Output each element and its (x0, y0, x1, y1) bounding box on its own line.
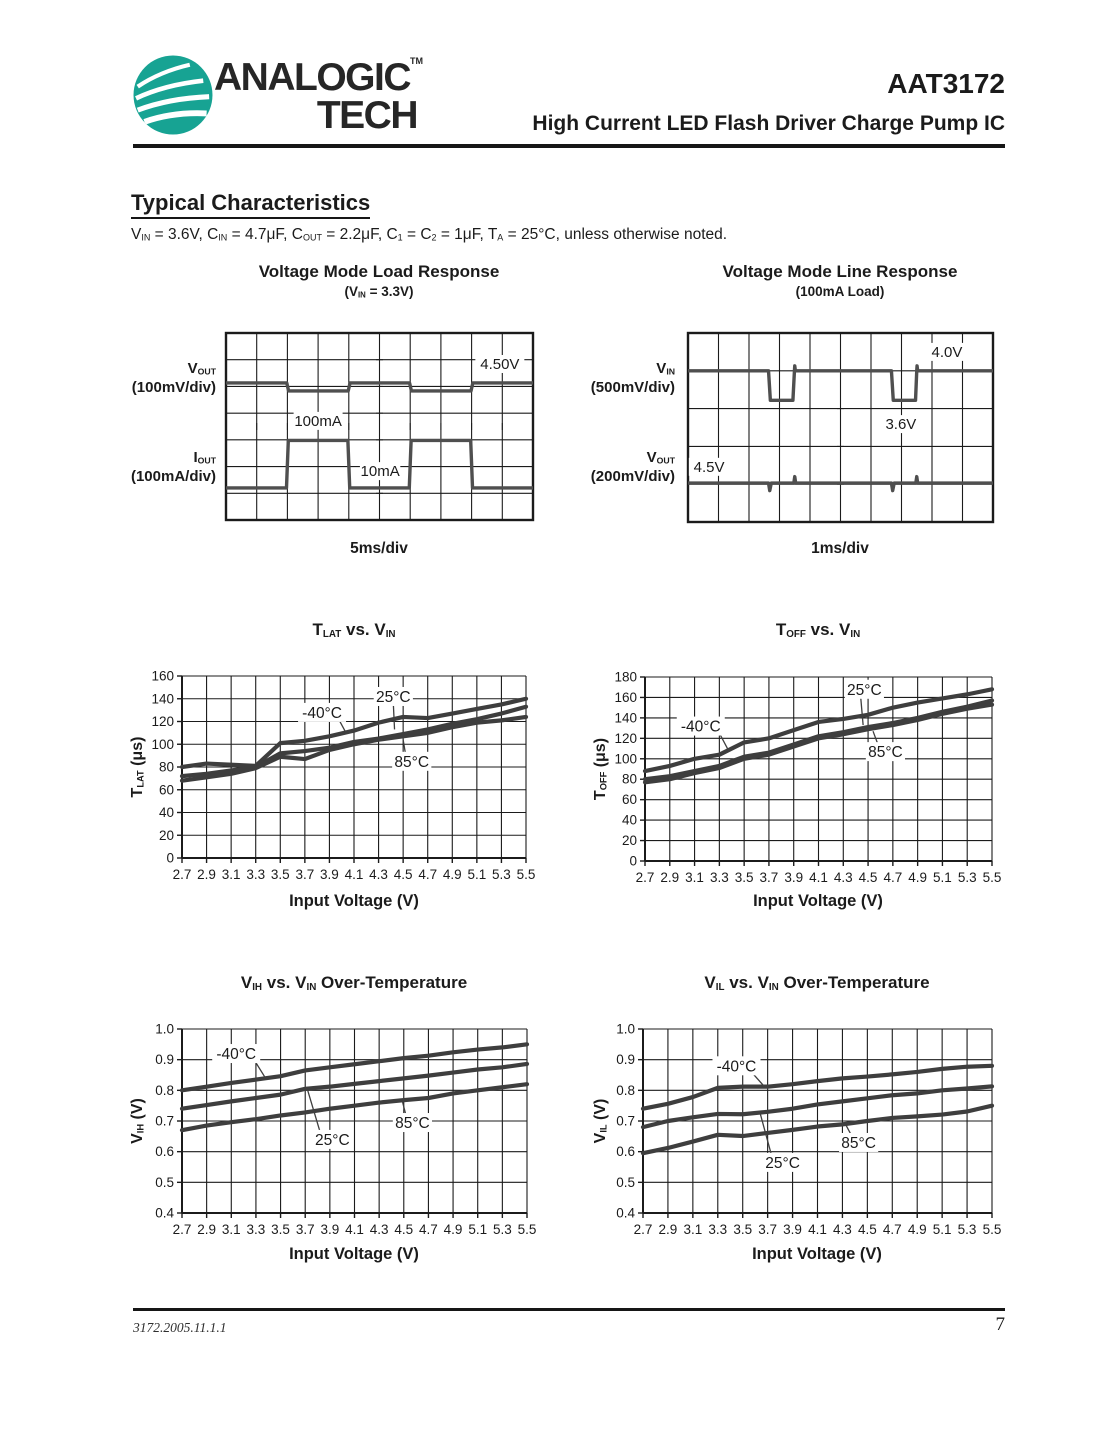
series-label: 25°C (847, 681, 882, 699)
svg-text:80: 80 (158, 759, 174, 775)
scope2-vin-scale: (500mV/div) (590, 379, 675, 396)
svg-text:20: 20 (158, 827, 174, 843)
chart-vil-vs-vin (616, 1022, 1001, 1238)
y-tick-labels (614, 670, 637, 869)
tlat-x-axis-label: Input Voltage (V) (289, 892, 419, 910)
series-label-leader (719, 733, 728, 749)
svg-text:5.5: 5.5 (982, 1222, 1002, 1237)
brand-tech: TECH (316, 94, 417, 137)
svg-text:5.1: 5.1 (467, 867, 487, 882)
part-number: AAT3172 (887, 68, 1005, 99)
svg-text:3.3: 3.3 (246, 1222, 266, 1237)
svg-text:5.3: 5.3 (957, 1222, 977, 1237)
svg-text:3.7: 3.7 (295, 1222, 315, 1237)
series-label-leader (256, 1063, 265, 1077)
svg-text:4.7: 4.7 (419, 1222, 438, 1237)
svg-text:4.9: 4.9 (908, 870, 928, 885)
analogictech-logo (131, 53, 215, 137)
svg-text:0.8: 0.8 (155, 1082, 174, 1098)
scope2-title: Voltage Mode Line Response (722, 262, 958, 281)
doc-title: High Current LED Flash Driver Charge Pump IC (532, 112, 1005, 135)
svg-text:40: 40 (158, 805, 174, 820)
svg-text:4.3: 4.3 (369, 1222, 389, 1237)
series-label: -40°C (302, 704, 342, 722)
svg-text:0.5: 0.5 (155, 1174, 174, 1190)
svg-text:5.1: 5.1 (468, 1222, 488, 1237)
scope1-iout-scale: (100mA/div) (130, 468, 216, 485)
svg-text:40: 40 (621, 812, 637, 828)
svg-text:5.5: 5.5 (517, 1222, 537, 1237)
svg-text:0.7: 0.7 (155, 1113, 174, 1129)
scope-annotation: 10mA (360, 463, 400, 481)
series-label-leader (393, 703, 394, 729)
svg-text:140: 140 (151, 691, 174, 707)
scope2-vin-label (555, 359, 675, 397)
toff-chart-title: $T_{OFF}$ vs. $V_{IN}$ (775, 620, 861, 640)
tlat-y-axis-label: $T_{LAT}$ (μs) (129, 736, 146, 798)
scope2-subtitle: (100mA Load) (795, 284, 885, 299)
chart-scope-line-response (688, 333, 993, 522)
svg-text:5.3: 5.3 (957, 870, 977, 885)
trademark-symbol: TM (410, 56, 423, 66)
svg-text:4.9: 4.9 (442, 867, 462, 882)
svg-text:3.5: 3.5 (733, 1222, 753, 1237)
svg-text:60: 60 (158, 782, 174, 798)
svg-text:0: 0 (166, 850, 174, 866)
svg-text:5.5: 5.5 (982, 870, 1002, 885)
section-heading (131, 190, 370, 219)
svg-text:4.7: 4.7 (418, 867, 438, 882)
chart-tlat-vs-vin (151, 669, 535, 883)
svg-text:3.3: 3.3 (246, 867, 266, 882)
toff-y-axis-label: $T_{OFF}$ (μs) (592, 737, 609, 801)
scope-annotation: 3.6V (885, 416, 917, 434)
scope2-timebase: 1ms/div (811, 540, 869, 557)
svg-text:5.3: 5.3 (492, 1222, 512, 1237)
chart-grid (182, 676, 526, 858)
svg-text:4.9: 4.9 (907, 1222, 927, 1237)
header-rule (133, 144, 1005, 148)
scope1-vout-scale: (100mV/div) (131, 379, 216, 396)
series-label: 85°C (394, 753, 430, 771)
svg-text:1.0: 1.0 (155, 1021, 174, 1037)
svg-text:3.1: 3.1 (221, 1222, 241, 1237)
vil-chart-title: $V_{IL}$ vs. $V_{IN}$ Over-Temperature (704, 973, 930, 993)
scope1-iout-name: $I_{OUT}$ (193, 449, 216, 466)
svg-text:0.7: 0.7 (616, 1113, 635, 1129)
svg-text:180: 180 (614, 669, 637, 685)
vih-y-axis-label: $V_{IH}$ (V) (129, 1098, 146, 1144)
svg-text:0: 0 (629, 853, 637, 869)
logo-leaf-icon (131, 53, 215, 137)
svg-text:0.5: 0.5 (616, 1174, 635, 1190)
svg-text:5.5: 5.5 (516, 867, 536, 882)
svg-text:4.3: 4.3 (833, 1222, 852, 1237)
tlat-chart-title: $T_{LAT}$ vs. $V_{IN}$ (312, 620, 396, 640)
svg-text:2.9: 2.9 (197, 867, 216, 882)
svg-text:160: 160 (151, 668, 174, 684)
scope-annotation: 4.5V (693, 458, 725, 476)
svg-text:5.1: 5.1 (933, 870, 952, 885)
svg-text:3.3: 3.3 (709, 870, 729, 885)
x-tick-labels (173, 1222, 537, 1237)
series-label: -40°C (216, 1046, 257, 1064)
scope2-vout-name: $V_{OUT}$ (646, 449, 675, 466)
series-label: 85°C (868, 744, 903, 762)
svg-text:2.7: 2.7 (172, 867, 192, 882)
svg-text:0.8: 0.8 (616, 1082, 635, 1098)
scope1-vout-label (96, 359, 216, 397)
svg-text:0.6: 0.6 (616, 1144, 635, 1160)
svg-text:4.1: 4.1 (345, 1222, 364, 1237)
chart-toff-vs-vin (614, 670, 1001, 886)
svg-text:3.7: 3.7 (758, 1222, 778, 1237)
svg-text:2.7: 2.7 (633, 1222, 653, 1237)
svg-text:5.1: 5.1 (932, 1222, 952, 1237)
svg-text:2.9: 2.9 (658, 1222, 678, 1237)
svg-text:4.3: 4.3 (369, 867, 388, 882)
series-label: 85°C (841, 1134, 876, 1152)
scope-annotation: 100mA (294, 412, 342, 430)
footer-page-number: 7 (995, 1314, 1005, 1335)
svg-text:120: 120 (151, 714, 174, 729)
svg-text:4.7: 4.7 (883, 870, 903, 885)
scope1-subtitle: $(V_{IN} = 3.3V)$ (344, 284, 414, 300)
svg-text:3.9: 3.9 (784, 870, 804, 885)
y-tick-labels (155, 1022, 174, 1221)
svg-text:0.4: 0.4 (616, 1205, 635, 1221)
svg-text:3.7: 3.7 (295, 867, 315, 882)
svg-text:3.1: 3.1 (683, 1222, 703, 1237)
y-tick-labels (616, 1022, 635, 1221)
chart-scope-load-response (226, 333, 533, 520)
svg-text:60: 60 (621, 792, 637, 808)
svg-text:4.5: 4.5 (394, 1222, 414, 1237)
vil-x-axis-label: Input Voltage (V) (752, 1245, 882, 1263)
svg-text:0.9: 0.9 (155, 1052, 174, 1068)
svg-text:4.7: 4.7 (882, 1222, 902, 1237)
series-label: 25°C (765, 1154, 800, 1172)
x-tick-labels (636, 870, 1002, 885)
footer-rule (133, 1308, 1005, 1311)
svg-text:2.7: 2.7 (635, 870, 655, 885)
svg-text:100: 100 (151, 736, 174, 752)
scope2-vin-name: $V_{IN}$ (656, 360, 675, 377)
svg-text:100: 100 (614, 751, 637, 767)
x-tick-labels (634, 1222, 1002, 1237)
svg-text:3.7: 3.7 (759, 870, 779, 885)
series-label: 85°C (395, 1115, 430, 1133)
svg-text:3.1: 3.1 (221, 867, 241, 882)
chart-grid (643, 1029, 992, 1213)
svg-text:4.3: 4.3 (833, 870, 853, 885)
svg-text:4.5: 4.5 (857, 1222, 877, 1237)
svg-text:3.3: 3.3 (708, 1222, 728, 1237)
svg-text:160: 160 (614, 689, 637, 705)
toff-x-axis-label: Input Voltage (V) (753, 892, 883, 910)
svg-text:3.9: 3.9 (320, 867, 339, 882)
scope2-vout-label (555, 448, 675, 486)
scope1-vout-name: $V_{OUT}$ (187, 360, 216, 377)
svg-text:4.1: 4.1 (809, 870, 828, 885)
svg-text:120: 120 (614, 730, 637, 746)
svg-text:140: 140 (614, 710, 637, 726)
series-label: -40°C (716, 1058, 757, 1076)
svg-text:3.5: 3.5 (271, 1222, 290, 1237)
series-label-leader (861, 696, 863, 725)
svg-text:20: 20 (621, 833, 637, 849)
svg-text:80: 80 (621, 771, 637, 787)
chart-vih-vs-vin (155, 1022, 536, 1238)
scope1-title: Voltage Mode Load Response (258, 262, 500, 281)
conditions-line: $V_{IN} = 3.6V$, $C_{IN} = 4.7\mu F$, $C_{OUT} = 2.2\mu F$, $C_1 = C_2 = 1\mu F$, $T_A = 25^\circ C$, unless otherwise noted. (131, 226, 728, 243)
svg-text:4.5: 4.5 (858, 870, 878, 885)
svg-text:4.5: 4.5 (393, 867, 413, 882)
brand-analogic-text: ANALOGIC (214, 56, 410, 99)
svg-text:3.9: 3.9 (783, 1222, 802, 1237)
svg-text:3.5: 3.5 (270, 867, 290, 882)
y-tick-labels (151, 669, 174, 866)
scope-annotation: 4.0V (931, 343, 963, 361)
svg-text:0.6: 0.6 (155, 1144, 174, 1160)
footer-doc-code: 3172.2005.11.1.1 (133, 1320, 227, 1335)
svg-text:2.9: 2.9 (660, 870, 680, 885)
scope1-timebase: 5ms/div (350, 540, 408, 557)
svg-text:2.9: 2.9 (197, 1222, 217, 1237)
svg-text:0.9: 0.9 (616, 1052, 635, 1068)
svg-text:3.9: 3.9 (320, 1222, 340, 1237)
series-label: 25°C (315, 1131, 350, 1149)
axis-ticks (638, 1029, 992, 1218)
vih-chart-title: $V_{IH}$ vs. $V_{IN}$ Over-Temperature (240, 973, 468, 993)
vil-y-axis-label: $V_{IL}$ (V) (592, 1098, 609, 1144)
series-label: 25°C (375, 688, 411, 706)
svg-text:2.7: 2.7 (172, 1222, 192, 1237)
svg-text:4.1: 4.1 (344, 867, 364, 882)
svg-text:5.3: 5.3 (492, 867, 511, 882)
vih-x-axis-label: Input Voltage (V) (289, 1245, 419, 1263)
scope2-vout-scale: (200mV/div) (590, 468, 675, 485)
x-tick-labels (173, 867, 536, 882)
series-label: -40°C (680, 718, 721, 736)
svg-text:0.4: 0.4 (155, 1205, 174, 1221)
series-label-leader (753, 1073, 764, 1086)
section-title: Typical Characteristics (131, 190, 370, 219)
scope-annotation: 4.50V (480, 355, 520, 373)
scope1-iout-label (96, 448, 216, 486)
svg-text:3.5: 3.5 (734, 870, 754, 885)
svg-text:1.0: 1.0 (616, 1021, 635, 1037)
svg-text:3.1: 3.1 (685, 870, 704, 885)
svg-text:4.9: 4.9 (443, 1222, 463, 1237)
svg-text:4.1: 4.1 (808, 1222, 827, 1237)
